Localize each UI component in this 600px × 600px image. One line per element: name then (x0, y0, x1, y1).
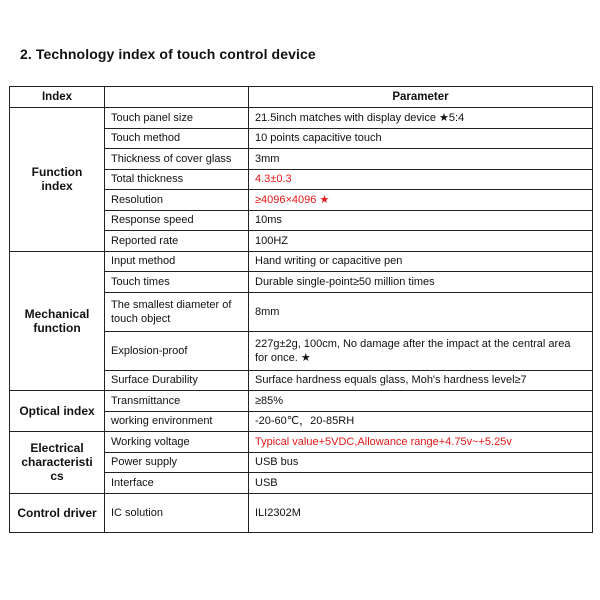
item-cell: Response speed (105, 210, 249, 231)
item-cell: Reported rate (105, 231, 249, 252)
table-row (10, 432, 593, 453)
item-cell: Thickness of cover glass (105, 149, 249, 170)
parameter-cell: 3mm (249, 149, 593, 170)
parameter-cell: 10ms (249, 210, 593, 231)
header-parameter: Parameter (249, 87, 593, 108)
item-cell: Input method (105, 251, 249, 272)
category-cell: Optical index (10, 391, 105, 432)
item-cell: Explosion-proof (105, 331, 249, 370)
category-cell: Control driver (10, 493, 105, 532)
item-cell: Interface (105, 473, 249, 494)
parameter-cell: 10 points capacitive touch (249, 128, 593, 149)
item-cell: Resolution (105, 190, 249, 211)
header-item (105, 87, 249, 108)
header-index: Index (10, 87, 105, 108)
item-cell: Surface Durability (105, 370, 249, 391)
parameter-cell: 227g±2g, 100cm, No damage after the impact at the central area for once. ★ (249, 331, 593, 370)
parameter-cell: 8mm (249, 292, 593, 331)
parameter-cell: 21.5inch matches with display device ★5:4 (249, 108, 593, 129)
item-cell: Touch method (105, 128, 249, 149)
category-cell: Electrical characteristi cs (10, 432, 105, 494)
category-cell: Mechanical function (10, 251, 105, 391)
parameter-cell: Durable single-point≥50 million times (249, 272, 593, 293)
table-row (10, 108, 593, 129)
parameter-cell: ≥4096×4096 ★ (249, 190, 593, 211)
item-cell: IC solution (105, 493, 249, 532)
table-row (10, 493, 593, 532)
item-cell: working environment (105, 411, 249, 432)
item-cell: Touch panel size (105, 108, 249, 129)
parameter-cell: Surface hardness equals glass, Moh's hardness level≥7 (249, 370, 593, 391)
spec-table-body (10, 108, 593, 533)
parameter-cell: -20-60℃，20-85RH (249, 411, 593, 432)
parameter-cell: 4.3±0.3 (249, 169, 593, 190)
item-cell: Power supply (105, 452, 249, 473)
section-heading: 2. Technology index of touch control device (20, 46, 316, 62)
parameter-cell: ≥85% (249, 391, 593, 412)
item-cell: Working voltage (105, 432, 249, 453)
table-row (10, 391, 593, 412)
parameter-cell: USB (249, 473, 593, 494)
parameter-cell: USB bus (249, 452, 593, 473)
parameter-cell: ILI2302M (249, 493, 593, 532)
item-cell: Total thickness (105, 169, 249, 190)
spec-table (9, 86, 593, 533)
category-cell: Function index (10, 108, 105, 252)
item-cell: Touch times (105, 272, 249, 293)
item-cell: The smallest diameter of touch object (105, 292, 249, 331)
parameter-cell: Hand writing or capacitive pen (249, 251, 593, 272)
parameter-cell: 100HZ (249, 231, 593, 252)
item-cell: Transmittance (105, 391, 249, 412)
table-header-row (10, 87, 593, 108)
parameter-cell: Typical value+5VDC,Allowance range+4.75v~+5.25v (249, 432, 593, 453)
table-row (10, 251, 593, 272)
